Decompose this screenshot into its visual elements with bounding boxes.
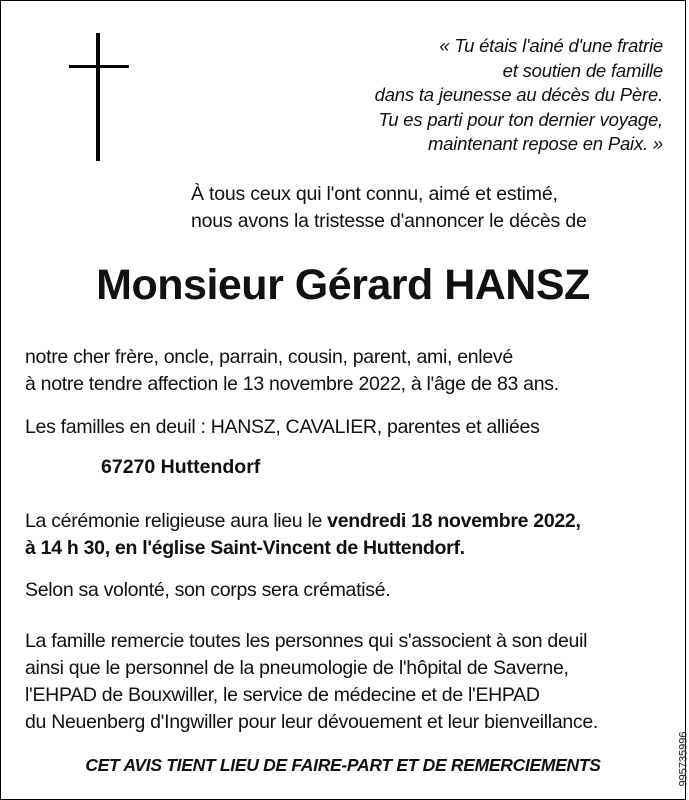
announcement-intro	[191, 181, 587, 235]
thanks-line: l'EHPAD de Bouxwiller, le service de médecine et de l'EHPAD	[25, 684, 540, 706]
latin-cross-icon	[69, 33, 129, 161]
families-line: Les familles en deuil : HANSZ, CAVALIER, parentes et alliées	[25, 416, 540, 438]
thanks-line: du Neuenberg d'Ingwiller pour leur dévouement et leur bienveillance.	[25, 711, 599, 733]
thanks-paragraph	[25, 628, 598, 736]
quote-line: et soutien de famille	[502, 59, 663, 81]
relation-line: notre cher frère, oncle, parrain, cousin, parent, ami, enlevé	[25, 346, 513, 368]
quote-line: Tu es parti pour ton dernier voyage,	[378, 108, 663, 130]
notice-footer: CET AVIS TIENT LIEU DE FAIRE-PART ET DE REMERCIEMENTS	[85, 755, 601, 775]
intro-line: À tous ceux qui l'ont connu, aimé et estimé,	[191, 183, 558, 205]
cross-vertical-bar	[96, 33, 100, 161]
ceremony-text: La cérémonie religieuse aura lieu le	[25, 510, 328, 532]
relation-line: à notre tendre affection le 13 novembre 2022, à l'âge de 83 ans.	[25, 373, 559, 395]
ceremony-date: vendredi 18 novembre 2022,	[327, 510, 581, 532]
ceremony-paragraph	[25, 508, 581, 562]
quote-line: maintenant repose en Paix. »	[427, 133, 663, 154]
thanks-line: La famille remercie toutes les personnes qui s'associent à son deuil	[25, 630, 588, 652]
cross-horizontal-bar	[69, 65, 129, 68]
cremation-wish: Selon sa volonté, son corps sera crématisé.	[25, 579, 391, 601]
reference-number: 995735996	[677, 731, 689, 787]
quote-line: dans ta jeunesse au décès du Père.	[374, 84, 663, 105]
thanks-line: ainsi que le personnel de la pneumologie de l'hôpital de Saverne,	[25, 657, 569, 679]
deceased-name: Monsieur Gérard HANSZ	[96, 261, 590, 309]
quote-line: « Tu étais l'ainé d'une fratrie	[439, 35, 663, 56]
relation-paragraph	[25, 344, 559, 398]
intro-line: nous avons la tristesse d'annoncer le décès de	[191, 210, 587, 232]
epitaph-quote	[375, 34, 663, 157]
ceremony-time-place: à 14 h 30, en l'église Saint-Vincent de Huttendorf.	[25, 537, 465, 559]
city-line: 67270 Huttendorf	[101, 456, 261, 478]
